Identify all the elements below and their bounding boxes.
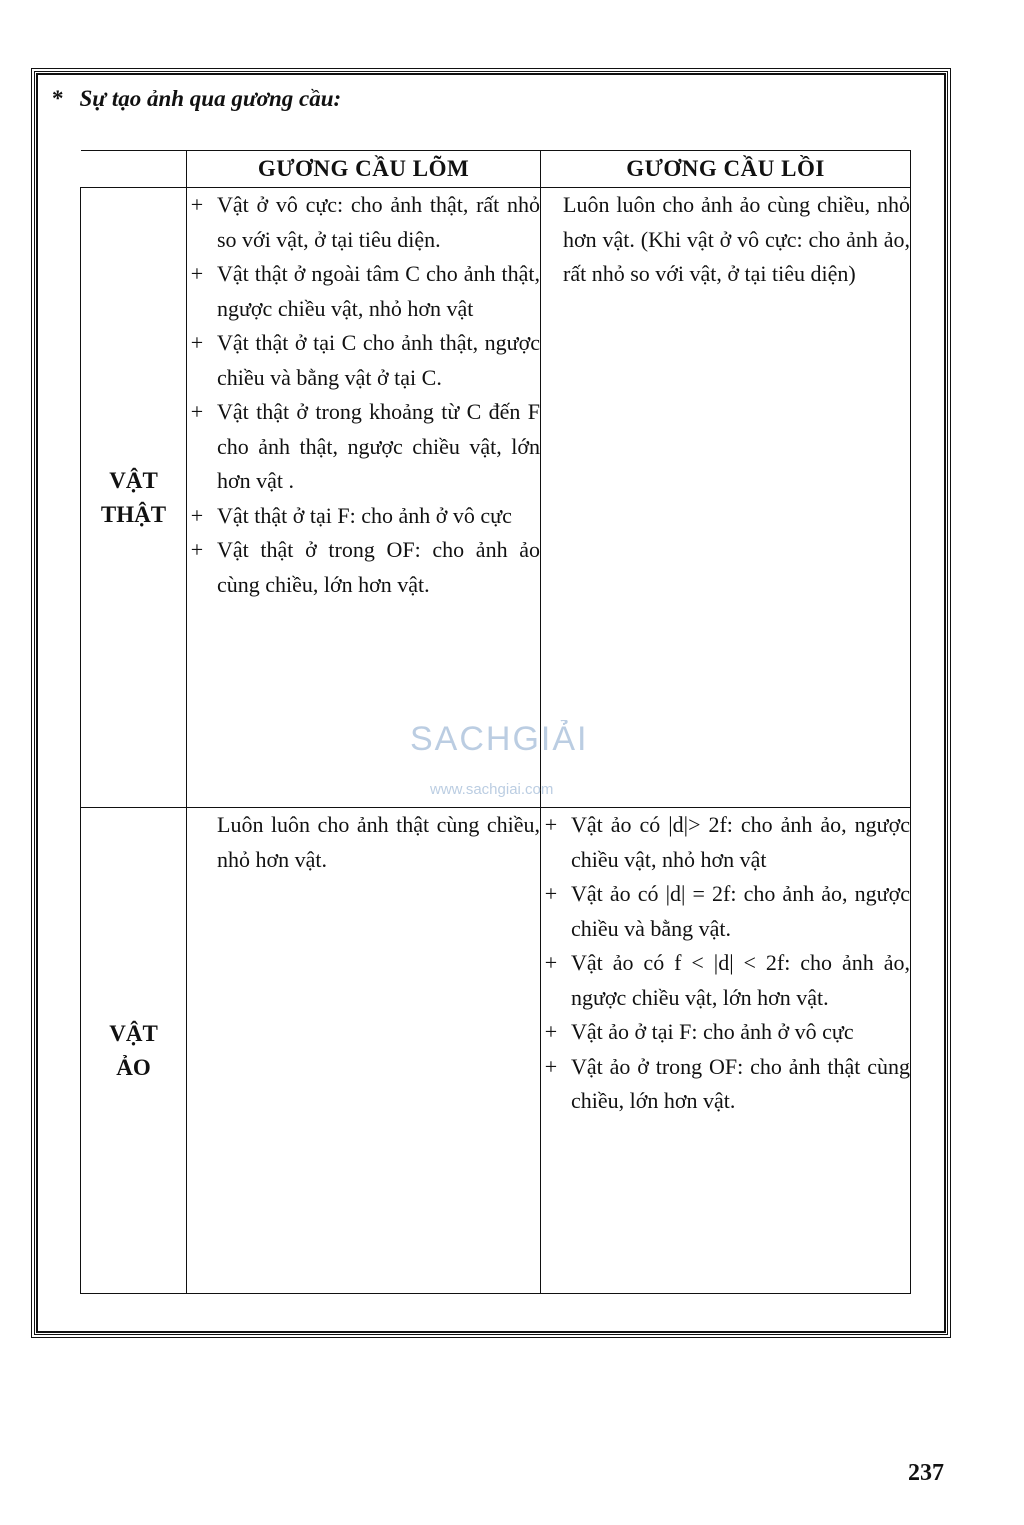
concave-virtual-text: Luôn luôn cho ảnh thật cùng chiều, nhỏ hơn vật. bbox=[217, 812, 540, 872]
list-item-text: Vật thật ở trong khoảng từ C đến F cho ảnh thật, ngược chiều vật, lớn hơn vật . bbox=[217, 399, 540, 493]
list-item-text: Vật ảo có |d|> 2f: cho ảnh ảo, ngược chiều vật, nhỏ hơn vật bbox=[571, 812, 910, 872]
bullet-star: * bbox=[52, 86, 64, 111]
list-item: + Vật thật ở trong OF: cho ảnh ảo cùng chiều, lớn hơn vật. bbox=[190, 537, 540, 597]
list-item-text: Vật thật ở tại C cho ảnh thật, ngược chiều và bằng vật ở tại C. bbox=[217, 330, 540, 390]
list-item: + Vật thật ở ngoài tâm C cho ảnh thật, ngược chiều vật, nhỏ hơn vật bbox=[190, 261, 540, 321]
row-label-line: VẬT bbox=[109, 1020, 158, 1046]
list-item: + Vật ảo có |d| = 2f: cho ảnh ảo, ngược chiều và bằng vật. bbox=[544, 881, 910, 941]
list-item: + Vật ảo có |d|> 2f: cho ảnh ảo, ngược chiều vật, nhỏ hơn vật bbox=[544, 812, 910, 872]
convex-real-cell bbox=[541, 188, 911, 808]
watermark-url: www.sachgiai.com bbox=[430, 781, 554, 798]
list-item: + Vật ở vô cực: cho ảnh thật, rất nhỏ so với vật, ở tại tiêu diện. bbox=[190, 192, 540, 252]
row-real-object bbox=[81, 188, 911, 808]
list-item-text: Vật ở vô cực: cho ảnh thật, rất nhỏ so với vật, ở tại tiêu diện. bbox=[217, 192, 540, 252]
section-title bbox=[52, 86, 341, 112]
watermark bbox=[410, 720, 588, 798]
section-title-text: Sự tạo ảnh qua gương cầu: bbox=[79, 86, 342, 111]
concave-real-cell bbox=[187, 188, 541, 808]
list-item-text: Vật thật ở tại F: cho ảnh ở vô cực bbox=[217, 502, 512, 528]
list-item-text: Vật thật ở ngoài tâm C cho ảnh thật, ngược chiều vật, nhỏ hơn vật bbox=[217, 261, 540, 321]
row-label-line: VẬT bbox=[109, 467, 158, 493]
row-label-line: ẢO bbox=[116, 1054, 151, 1080]
convex-virtual-cell bbox=[541, 808, 911, 1294]
list-item: + Vật thật ở tại C cho ảnh thật, ngược chiều và bằng vật ở tại C. bbox=[190, 330, 540, 390]
table-header-row bbox=[81, 151, 911, 188]
list-item-text: Vật thật ở trong OF: cho ảnh ảo cùng chiều, lớn hơn vật. bbox=[217, 537, 540, 597]
row-label-line: THẬT bbox=[100, 501, 167, 527]
row-label-real-object bbox=[81, 188, 187, 808]
list-item-text: Vật ảo có |d| = 2f: cho ảnh ảo, ngược chiều và bằng vật. bbox=[571, 881, 910, 941]
row-label-virtual-object bbox=[81, 808, 187, 1294]
list-item: + Vật thật ở trong khoảng từ C đến F cho ảnh thật, ngược chiều vật, lớn hơn vật . bbox=[190, 399, 540, 493]
row-virtual-object bbox=[81, 808, 911, 1294]
header-corner bbox=[81, 151, 187, 188]
list-item-text: Vật ảo có f < |d| < 2f: cho ảnh ảo, ngược chiều vật, lớn hơn vật. bbox=[571, 950, 910, 1010]
list-item-text: Vật ảo ở trong OF: cho ảnh thật cùng chiều, lớn hơn vật. bbox=[571, 1053, 910, 1113]
header-concave: GƯƠNG CẦU LÕM bbox=[187, 151, 541, 188]
watermark-brand: SACHGIẢI bbox=[410, 720, 589, 758]
convex-real-text: Luôn luôn cho ảnh ảo cùng chiều, nhỏ hơn vật. (Khi vật ở vô cực: cho ảnh ảo, rất nhỏ so với vật, ở tại tiêu diện) bbox=[563, 192, 910, 286]
concave-virtual-cell bbox=[187, 808, 541, 1294]
header-convex: GƯƠNG CẦU LỒI bbox=[541, 151, 911, 188]
list-item-text: Vật ảo ở tại F: cho ảnh ở vô cực bbox=[571, 1019, 854, 1044]
list-item: + Vật ảo có f < |d| < 2f: cho ảnh ảo, ngược chiều vật, lớn hơn vật. bbox=[544, 950, 910, 1010]
list-item: + Vật thật ở tại F: cho ảnh ở vô cực bbox=[190, 502, 512, 528]
page-number: 237 bbox=[908, 1460, 944, 1486]
list-item: + Vật ảo ở tại F: cho ảnh ở vô cực bbox=[544, 1019, 854, 1044]
list-item: + Vật ảo ở trong OF: cho ảnh thật cùng chiều, lớn hơn vật. bbox=[544, 1053, 910, 1113]
